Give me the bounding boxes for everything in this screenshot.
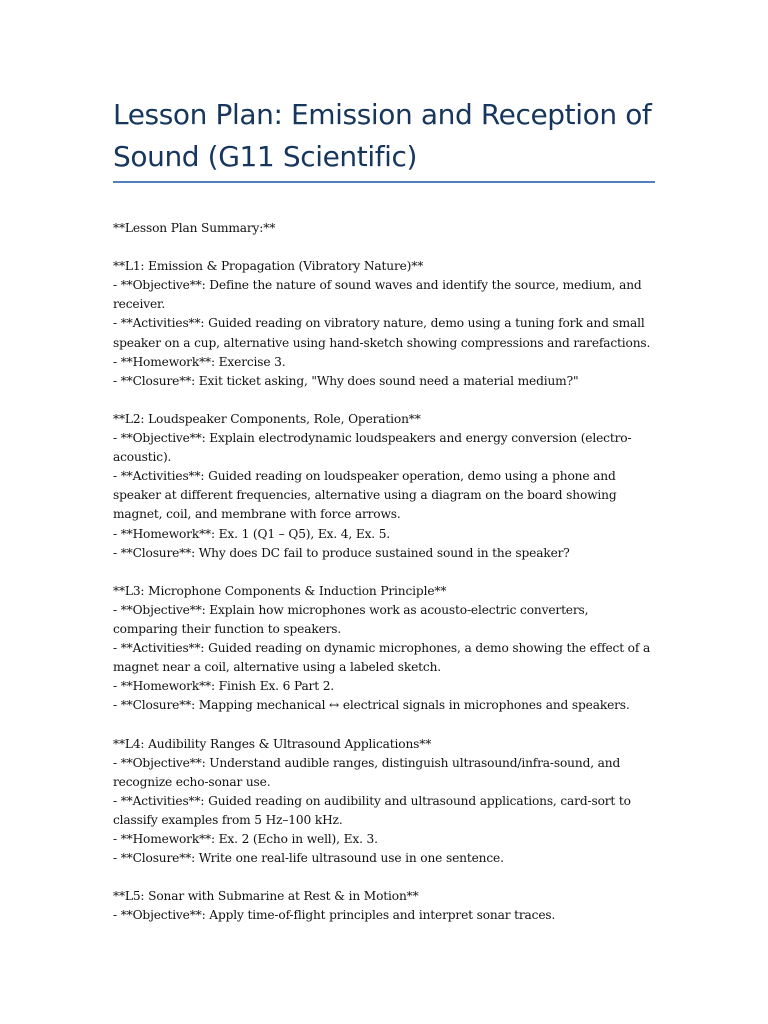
lesson-homework: - **Homework**: Finish Ex. 6 Part 2. <box>113 679 335 694</box>
lesson-heading: **L4: Audibility Ranges & Ultrasound Applications** <box>113 736 432 751</box>
lesson-section-l4 <box>113 735 656 869</box>
lesson-heading: **L3: Microphone Components & Induction Principle** <box>113 583 447 598</box>
lesson-closure: - **Closure**: Exit ticket asking, "Why does sound need a material medium?" <box>113 373 579 388</box>
lesson-section-l2 <box>113 410 656 563</box>
lesson-closure: - **Closure**: Mapping mechanical ↔ electrical signals in microphones and speakers. <box>113 698 630 713</box>
lesson-activities: - **Activities**: Guided reading on dynamic microphones, a demo showing the effect of a magnet near a coil, alternative using a labeled sketch. <box>113 641 651 675</box>
document-page <box>113 94 656 925</box>
lesson-homework: - **Homework**: Ex. 1 (Q1 – Q5), Ex. 4, Ex. 5. <box>113 526 391 541</box>
lesson-activities: - **Activities**: Guided reading on loudspeaker operation, demo using a phone and speaker at different frequencies, alternative using a diagram on the board showing magnet, coil, and membrane with force arrows. <box>113 469 617 522</box>
lesson-heading: **L2: Loudspeaker Components, Role, Operation** <box>113 411 421 426</box>
spacer <box>113 391 656 410</box>
lesson-section-l5 <box>113 887 656 925</box>
spacer <box>113 563 656 582</box>
lesson-activities: - **Activities**: Guided reading on vibratory nature, demo using a tuning fork and small speaker on a cup, alternative using hand-sketch showing compressions and rarefactions. <box>113 316 651 350</box>
lesson-activities: - **Activities**: Guided reading on audibility and ultrasound applications, card-sort to classify examples from 5 Hz–100 kHz. <box>113 793 631 827</box>
lesson-section-l3 <box>113 582 656 716</box>
spacer <box>113 715 656 734</box>
lesson-objective: - **Objective**: Understand audible ranges, distinguish ultrasound/infra-sound, and recognize echo-sonar use. <box>113 755 621 789</box>
spacer <box>113 868 656 887</box>
lesson-heading: **L1: Emission & Propagation (Vibratory Nature)** <box>113 259 424 274</box>
lesson-objective: - **Objective**: Explain electrodynamic loudspeakers and energy conversion (electro-acoustic). <box>113 431 632 465</box>
lesson-objective: - **Objective**: Explain how microphones work as acousto-electric converters, comparing their function to speakers. <box>113 602 589 636</box>
spacer <box>113 238 656 257</box>
lesson-objective: - **Objective**: Define the nature of sound waves and identify the source, medium, and receiver. <box>113 278 642 312</box>
lesson-homework: - **Homework**: Ex. 2 (Echo in well), Ex. 3. <box>113 832 378 846</box>
summary-heading: **Lesson Plan Summary:** <box>113 221 276 235</box>
document-title: Lesson Plan: Emission and Reception of Sound (G11 Scientific) <box>113 98 652 173</box>
lesson-closure: - **Closure**: Write one real-life ultrasound use in one sentence. <box>113 851 504 866</box>
lesson-section-l1 <box>113 257 656 391</box>
lesson-objective: - **Objective**: Apply time-of-flight principles and interpret sonar traces. <box>113 908 556 923</box>
document-body <box>113 219 656 925</box>
lesson-heading: **L5: Sonar with Submarine at Rest & in Motion** <box>113 889 419 904</box>
title-divider <box>113 181 655 183</box>
lesson-closure: - **Closure**: Why does DC fail to produce sustained sound in the speaker? <box>113 545 570 560</box>
lesson-homework: - **Homework**: Exercise 3. <box>113 354 286 369</box>
